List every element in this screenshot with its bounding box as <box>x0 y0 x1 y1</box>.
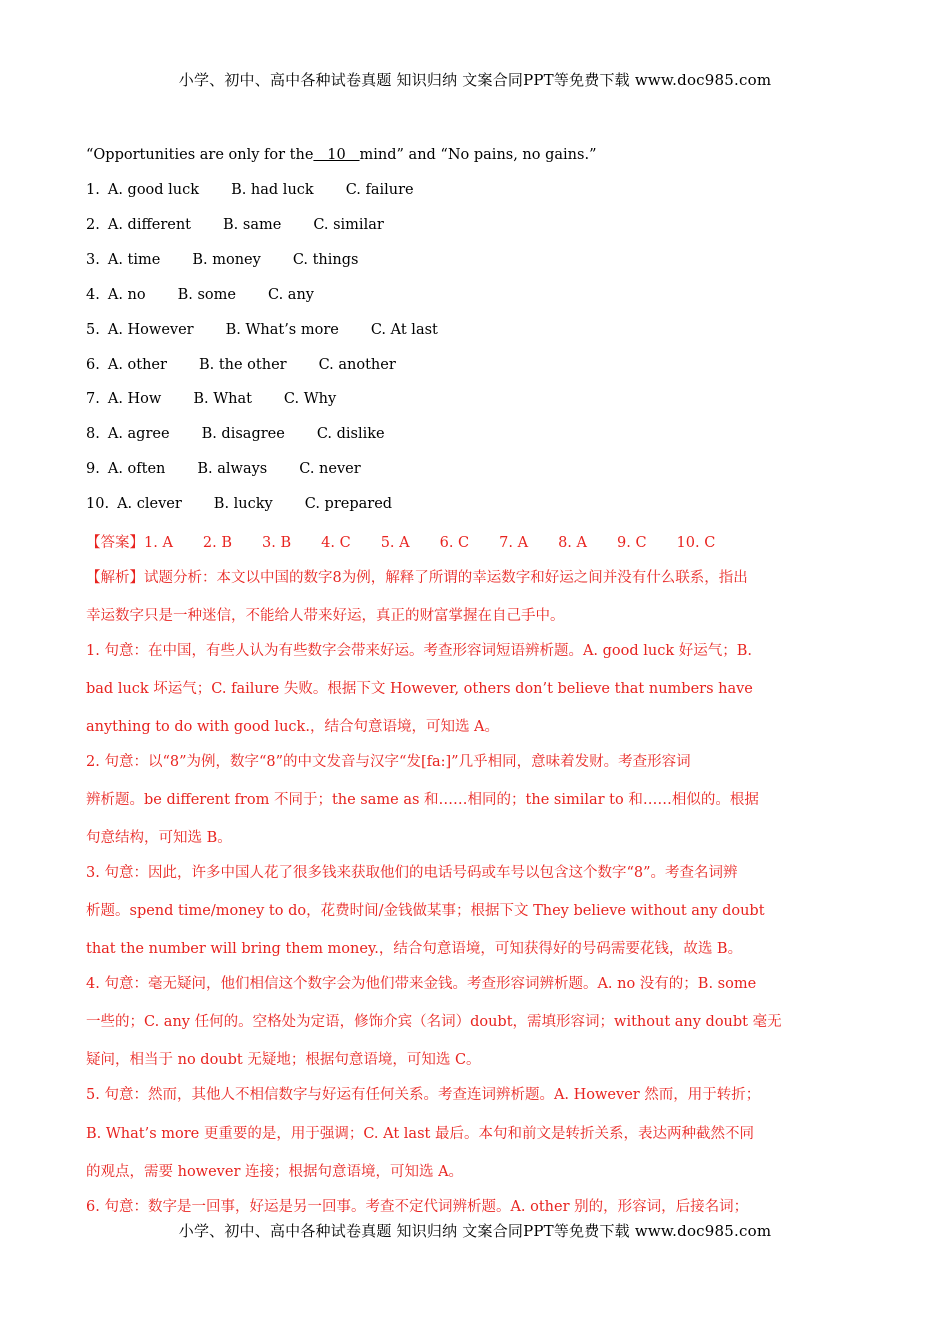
question-number: 7. <box>86 391 100 407</box>
option-c: C. failure <box>345 182 414 198</box>
question-row <box>86 217 416 233</box>
question-row <box>86 357 428 373</box>
page-footer: 小学、初中、高中各种试卷真题 知识归纳 文案合同PPT等免费下载 www.doc985.com <box>178 1222 772 1240</box>
analysis-text: anything to do with good luck.，结合句意语境，可知选 A。 <box>86 719 500 735</box>
analysis-text: 2. 句意：以“8”为例，数字“8”的中文发音与汉字“发[fa:]”几乎相同，意味着发财。考查形容词 <box>86 754 691 770</box>
analysis-line <box>86 1160 463 1181</box>
option-a: A. different <box>107 217 192 233</box>
question-number: 6. <box>86 357 100 373</box>
analysis-text: 的观点，需要 however 连接；根据句意语境，可知选 A。 <box>86 1164 464 1180</box>
question-row <box>86 391 368 407</box>
analysis-line <box>86 604 565 625</box>
analysis-text: 疑问，相当于 no doubt 无疑地；根据句意语境，可知选 C。 <box>86 1052 481 1068</box>
question-number: 8. <box>86 426 100 442</box>
option-b: B. lucky <box>213 496 273 512</box>
analysis-text: 辨析题。be different from 不同于；the same as 和……相同的；the similar to 和……相似的。根据 <box>86 792 759 808</box>
analysis-line <box>86 750 691 771</box>
option-b: B. same <box>223 217 282 233</box>
option-b: B. money <box>192 252 261 268</box>
option-a: A. other <box>107 357 167 373</box>
question-number: 1. <box>86 182 100 198</box>
answer-item: 4. C <box>321 535 351 551</box>
analysis-line <box>86 566 748 587</box>
page-header: 小学、初中、高中各种试卷真题 知识归纳 文案合同PPT等免费下载 www.doc985.com <box>178 71 772 89</box>
analysis-text: B. What’s more 更重要的是，用于强调；C. At last 最后。本句和前文是转折关系，表达两种截然不同 <box>86 1126 754 1142</box>
question-row <box>86 461 393 477</box>
question-row <box>86 252 390 268</box>
analysis-text: 5. 句意：然而，其他人不相信数字与好运有任何关系。考查连词辨析题。A. However 然而，用于转折； <box>86 1087 761 1103</box>
option-a: A. often <box>107 461 166 477</box>
question-number: 2. <box>86 217 100 233</box>
answer-item: 7. A <box>499 535 529 551</box>
option-a: A. However <box>107 322 194 338</box>
option-a: A. good luck <box>107 182 200 198</box>
option-b: B. had luck <box>231 182 314 198</box>
option-b: B. some <box>177 287 236 303</box>
analysis-text: 6. 句意：数字是一回事，好运是另一回事。考查不定代词辨析题。A. other 别的，形容词，后接名词； <box>86 1199 749 1215</box>
question-number: 3. <box>86 252 100 268</box>
option-c: C. never <box>299 461 361 477</box>
analysis-text: 3. 句意：因此，许多中国人花了很多钱来获取他们的电话号码或车号以包含这个数字“8”。考查名词辨 <box>86 865 738 881</box>
answer-item: 1. A <box>144 535 173 551</box>
option-a: A. time <box>107 252 161 268</box>
analysis-line <box>86 1195 748 1216</box>
option-a: A. clever <box>117 496 182 512</box>
question-row <box>86 426 417 442</box>
answer-item: 9. C <box>617 535 647 551</box>
option-c: C. any <box>268 287 314 303</box>
analysis-label: 【解析】 <box>86 570 144 586</box>
analysis-line <box>86 861 738 882</box>
analysis-text: 试题分析：本文以中国的数字8为例，解释了所谓的幸运数字和好运之间并没有什么联系，指出 <box>144 570 748 586</box>
question-row <box>86 182 446 198</box>
analysis-text: 4. 句意：毫无疑问，他们相信这个数字会为他们带来金钱。考查形容词辨析题。A. no 没有的；B. some <box>86 976 757 992</box>
question-row <box>86 322 470 338</box>
option-c: C. prepared <box>304 496 393 512</box>
option-b: B. What’s more <box>225 322 339 338</box>
answer-item: 6. C <box>439 535 470 551</box>
analysis-text: 析题。spend time/money to do，花费时间/金钱做某事；根据下文 They believe without any doubt <box>86 903 765 919</box>
option-c: C. At last <box>370 322 438 338</box>
answer-item: 8. A <box>558 535 587 551</box>
option-b: B. always <box>197 461 268 477</box>
analysis-line <box>86 639 752 660</box>
analysis-text: 幸运数字只是一种迷信，不能给人带来好运，真正的财富掌握在自己手中。 <box>86 608 565 624</box>
analysis-line <box>86 677 753 698</box>
question-row <box>86 287 346 303</box>
question-number: 5. <box>86 322 100 338</box>
option-a: A. no <box>107 287 146 303</box>
question-number: 10. <box>86 496 110 512</box>
option-b: B. disagree <box>201 426 285 442</box>
analysis-line <box>86 972 756 993</box>
analysis-text: bad luck 坏运气；C. failure 失败。根据下文 However, others don’t believe that numbers have <box>86 681 753 697</box>
analysis-line <box>86 1048 481 1069</box>
analysis-line <box>86 788 759 809</box>
analysis-text: 句意结构，可知选 B。 <box>86 830 232 846</box>
option-b: B. the other <box>198 357 287 373</box>
analysis-line <box>86 826 232 847</box>
analysis-line <box>86 715 499 736</box>
answer-item: 2. B <box>202 535 233 551</box>
analysis-text: 一些的；C. any 任何的。空格处为定语，修饰介宾（名词）doubt，需填形容词；without any doubt 毫无 <box>86 1014 782 1030</box>
answer-item: 5. A <box>380 535 410 551</box>
option-c: C. things <box>292 252 359 268</box>
passage-text-after-blank: mind” and “No pains, no gains.” <box>359 147 597 163</box>
option-c: C. another <box>318 357 396 373</box>
answer-items <box>144 535 745 551</box>
analysis-line <box>86 1083 760 1104</box>
analysis-text: 1. 句意：在中国，有些人认为有些数字会带来好运。考查形容词短语辨析题。A. good luck 好运气；B. <box>86 643 753 659</box>
analysis-line <box>86 1122 754 1143</box>
analysis-line <box>86 899 765 920</box>
answer-item: 3. B <box>262 535 292 551</box>
option-c: C. dislike <box>316 426 385 442</box>
analysis-text: that the number will bring them money.，结合句意语境，可知获得好的号码需要花钱，故选 B。 <box>86 941 743 957</box>
blank-10: 10 <box>313 147 360 163</box>
answer-item: 10. C <box>676 535 716 551</box>
answer-label: 【答案】 <box>86 535 144 551</box>
option-c: C. Why <box>283 391 337 407</box>
answer-line <box>86 531 745 552</box>
option-a: A. How <box>107 391 162 407</box>
question-number: 4. <box>86 287 100 303</box>
passage-last-sentence <box>86 147 596 163</box>
question-row <box>86 496 424 512</box>
analysis-line <box>86 1010 782 1031</box>
passage-text-before-blank: “Opportunities are only for the <box>86 147 314 163</box>
option-c: C. similar <box>313 217 384 233</box>
question-number: 9. <box>86 461 100 477</box>
option-a: A. agree <box>107 426 170 442</box>
analysis-line <box>86 937 742 958</box>
option-b: B. What <box>193 391 252 407</box>
